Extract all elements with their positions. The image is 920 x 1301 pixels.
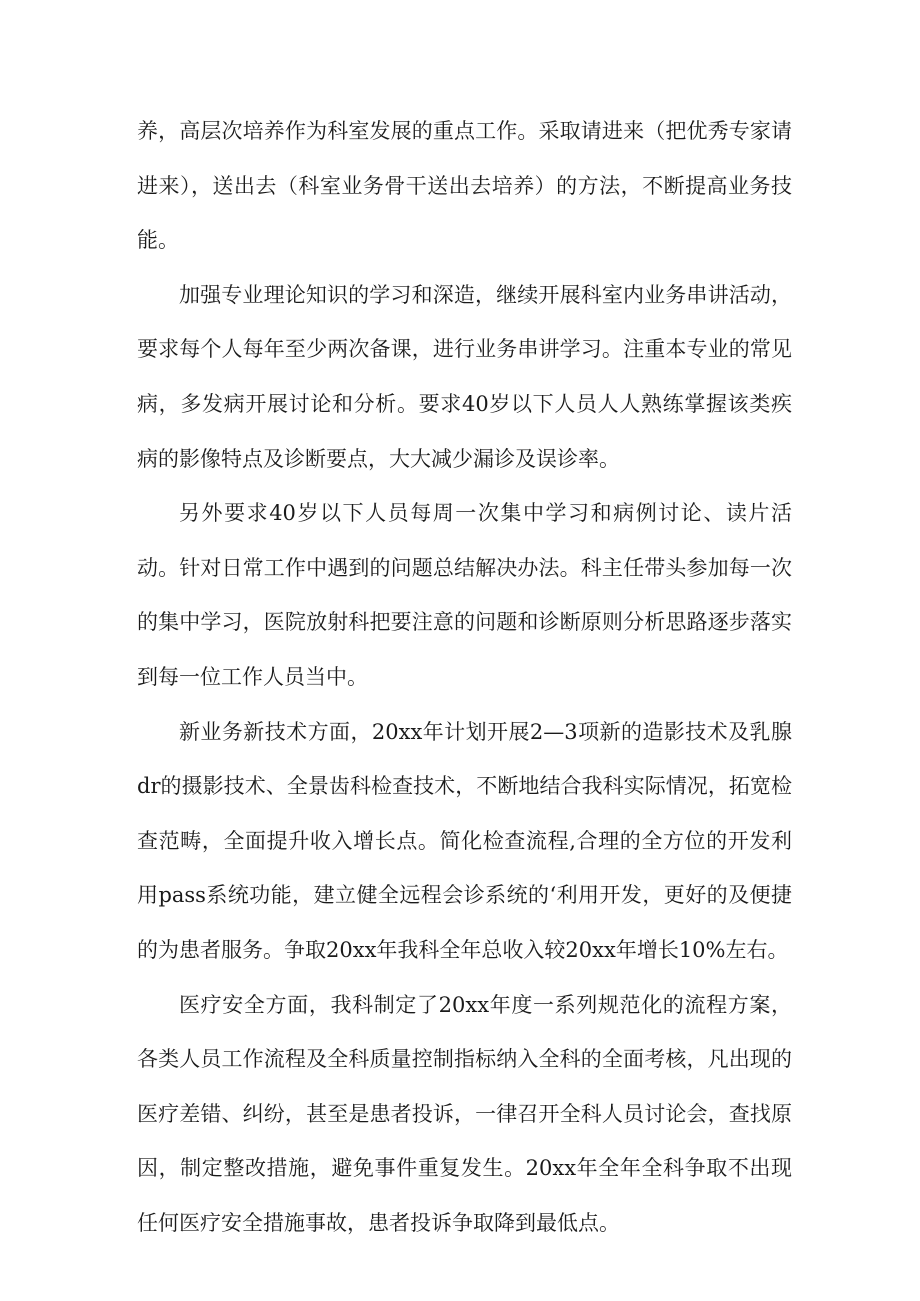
paragraph-2: 加强专业理论知识的学习和深造，继续开展科室内业务串讲活动，要求每个人每年至少两次备课，进行业务串讲学习。注重本专业的常见病，多发病开展讨论和分析。要求40岁以下人员人人熟练掌握该类疾病的影像特点及诊断要点，大大减少漏诊及误诊率。 [137, 282, 792, 471]
document-page [137, 104, 792, 1250]
paragraph-5: 医疗安全方面，我科制定了20xx年度一系列规范化的流程方案，各类人员工作流程及全科质量控制指标纳入全科的全面考核，凡出现的医疗差错、纠纷，甚至是患者投诉，一律召开全科人员讨论会，查找原因，制定整改措施，避免事件重复发生。20xx年全年全科争取不出现任何医疗安全措施事故，患者投诉争取降到最低点。 [137, 992, 792, 1235]
paragraph-3: 另外要求40岁以下人员每周一次集中学习和病例讨论、读片活动。针对日常工作中遇到的问题总结解决办法。科主任带头参加每一次的集中学习，医院放射科把要注意的问题和诊断原则分析思路逐步落实到每一位工作人员当中。 [137, 501, 792, 689]
paragraph-4: 新业务新技术方面，20xx年计划开展2—3项新的造影技术及乳腺dr的摄影技术、全景齿科检查技术，不断地结合我科实际情况，拓宽检查范畴，全面提升收入增长点。简化检查流程,合理的全方位的开发利用pass系统功能，建立健全远程会诊系统的‘利用开发，更好的及便捷的为患者服务。争取20xx年我科全年总收入较20xx年增长10%左右。 [137, 719, 792, 962]
paragraph-1: 养，高层次培养作为科室发展的重点工作。采取请进来（把优秀专家请进来），送出去（科室业务骨干送出去培养）的方法，不断提高业务技能。 [137, 119, 792, 253]
